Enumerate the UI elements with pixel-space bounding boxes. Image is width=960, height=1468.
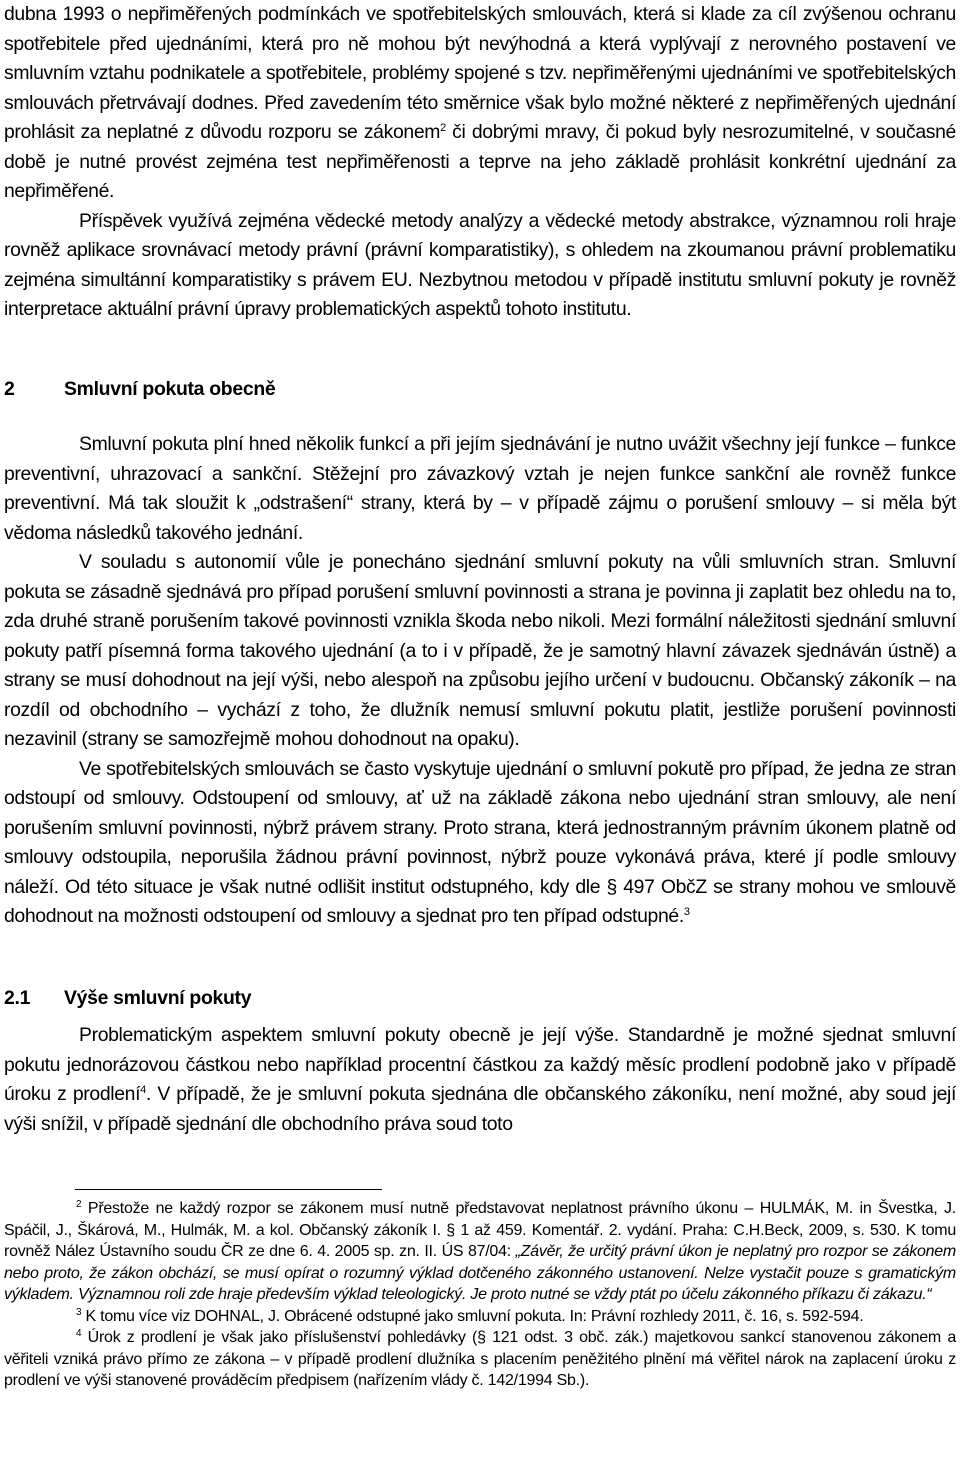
section2-paragraph-3: Ve spotřebitelských smlouvách se často vyskytuje ujednání o smluvní pokutě pro případ, že jedna ze stran odstoupí od smlouvy. Odstoupení od smlouvy, ať už na základě zákona nebo ujednání stran smlouvy, ale není porušením smluvní povinnosti, nýbrž právem strany. Proto strana, která jednostranným právním úkonem platně od smlouvy odstoupila, neporušila žádnou právní povinnost, nýbrž pouze vykonává práva, které jí podle smlouvy náleží. Od této situace je však nutné odlišit institut odstupného, kdy dle § 497 ObčZ se strany mohou ve smlouvě dohodnout na možnosti odstoupení od smlouvy a sjednat pro ten případ odstupné.$^3$ bbox=[4, 757, 956, 927]
footnotes bbox=[4, 1198, 956, 1392]
section-heading-2-1 bbox=[4, 984, 956, 1014]
section21-paragraph-1: Problematickým aspektem smluvní pokuty obecně je její výše. Standardně je možné sjednat smluvní pokutu jednorázovou částkou nebo například procentní částkou za každý měsíc prodlení podobně jako v případě úroku z prodlení$^4$. V případě, že je smluvní pokuta sjednána dle občanského zákoníku, není možné, aby soud její výši snížil, v případě sjednání dle obchodního práva soud toto bbox=[4, 1024, 956, 1135]
section-heading-2 bbox=[4, 375, 956, 405]
section2-paragraph-2: V souladu s autonomií vůle je ponecháno sjednání smluvní pokuty na vůli smluvních stran. Smluvní pokuta se zásadně sjednává pro případ porušení smluvní povinnosti a strana je povinna ji zaplatit bez ohledu na to, zda druhé straně porušením takové povinnosti vznikla škoda nebo nikoli. Mezi formální náležitosti sjednání smluvní pokuty patří písemná forma takového ujednání (a to i v případě, že je samotný hlavní závazek sjednáván ústně) a strany se musí dohodnout na její výši, nebo alespoň na způsobu jejího určení v budoucnu. Občanský zákoník – na rozdíl od obchodního – vychází z toho, že dlužník nemusí smluvní pokutu platit, jestliže porušení povinnosti nezavinil (strany se samozřejmě mohou dohodnout na opaku). bbox=[4, 551, 956, 750]
footnote-mark: 2 bbox=[76, 1199, 82, 1210]
footnote-quote: „Závěr, že určitý právní úkon je neplatný pro rozpor se zákonem nebo proto, že zákon obchází, se musí opírat o rozumný výklad dotčeného zákonného ustanovení. Nelze vystačit pouze s gramatickým výkladem. Významnou roli zde hraje především výklad teleologický. Je proto nutné se vždy ptát po účelu zákonného příkazu či zákazu.“ bbox=[4, 1243, 956, 1303]
section-number: 2.1 bbox=[4, 986, 31, 1009]
footnote-separator bbox=[75, 1189, 382, 1190]
footnote-ref-2[interactable]: 2 bbox=[440, 122, 446, 134]
footnote-4: $^4$ Úrok z prodlení je však jako příslušenství pohledávky (§ 121 odst. 3 obč. zák.) majetkovou sankcí stanovenou zákonem a věřiteli vzniká právo přímo ze zákona – v případě prodlení dlužníka s placením peněžitého plnění má věřitel nárok na zaplacení úroku z prodlení ve výši stanovené prováděcím předpisem (nařízením vlády č. 142/1994 Sb.). bbox=[4, 1328, 956, 1389]
section-title: Výše smluvní pokuty bbox=[64, 986, 252, 1009]
section-title: Smluvní pokuta obecně bbox=[64, 377, 276, 400]
footnote-ref-3[interactable]: 3 bbox=[683, 906, 690, 918]
footnote-2: $^2$ Přestože ne každý rozpor se zákonem musí nutně představovat neplatnost právního úkonu – HULMÁK, M. in Švestka, J. Spáčil, J., Škárová, M., Hulmák, M. a kol. Občanský zákoník I. § 1 až 459. Komentář. 2. vydání. Praha: C.H.Beck, 2009, s. 530. K tomu rovněž Nález Ústavního soudu ČR ze dne 6. 4. 2005 sp. zn. II. ÚS 87/04: „Závěr, že určitý právní úkon je neplatný pro rozpor se zákonem nebo proto, že zákon obchází, se musí opírat o rozumný výklad dotčeného zákonného ustanovení. Nelze vystačit pouze s gramatickým výkladem. Významnou roli zde hraje především výklad teleologický. Je proto nutné se vždy ptát po účelu zákonného příkazu či zákazu.“ bbox=[4, 1199, 956, 1303]
footnote-ref-4[interactable]: 4 bbox=[140, 1084, 146, 1096]
footnote-mark: 3 bbox=[76, 1306, 82, 1318]
section-number: 2 bbox=[4, 377, 15, 400]
intro-paragraph-2: Příspěvek využívá zejména vědecké metody analýzy a vědecké metody abstrakce, významnou roli hraje rovněž aplikace srovnávací metody právní (právní komparatistiky), s ohledem na zkoumanou právní problematiku zejména simultánní komparatistiky s právem EU. Nezbytnou metodou v případě institutu smluvní pokuty je rovněž interpretace aktuální právní úpravy problematických aspektů tohoto institutu. bbox=[4, 209, 956, 320]
intro-paragraph-1: dubna 1993 o nepřiměřených podmínkách ve spotřebitelských smlouvách, která si klade za cíl zvýšenou ochranu spotřebitele před ujednáními, která pro ně mohou být nevýhodná a která vyplývají z nerovného postavení ve smluvním vztahu podnikatele a spotřebitele, problémy spojené s tzv. nepřiměřenými ujednáními ve spotřebitelských smlouvách přetrvávají dodnes. Před zavedením této směrnice však bylo možné některé z nepřiměřených ujednání prohlásit za neplatné z důvodu rozporu se zákonem$^2$ či dobrými mravy, či pokud byly nesrozumitelné, v současné době je nutné provést zejména test nepřiměřenosti a teprve na jeho základě prohlásit konkrétní ujednání za nepřiměřené. bbox=[4, 3, 956, 202]
footnote-mark: 4 bbox=[76, 1328, 82, 1339]
document-page bbox=[4, 0, 956, 1139]
footnote-3: $^3$ K tomu více viz DOHNAL, J. Obrácené odstupné jako smluvní pokuta. In: Právní rozhledy 2011, č. 16, s. 592-594. bbox=[76, 1306, 864, 1325]
section2-paragraph-1: Smluvní pokuta plní hned několik funkcí a při jejím sjednávání je nutno uvážit všechny její funkce – funkce preventivní, uhrazovací a sankční. Stěžejní pro závazkový vztah je nejen funkce sankční ale rovněž funkce preventivní. Má tak sloužit k „odstrašení“ strany, která by – v případě zájmu o porušení smlouvy – si měla být vědoma následků takového jednání. bbox=[4, 433, 956, 544]
